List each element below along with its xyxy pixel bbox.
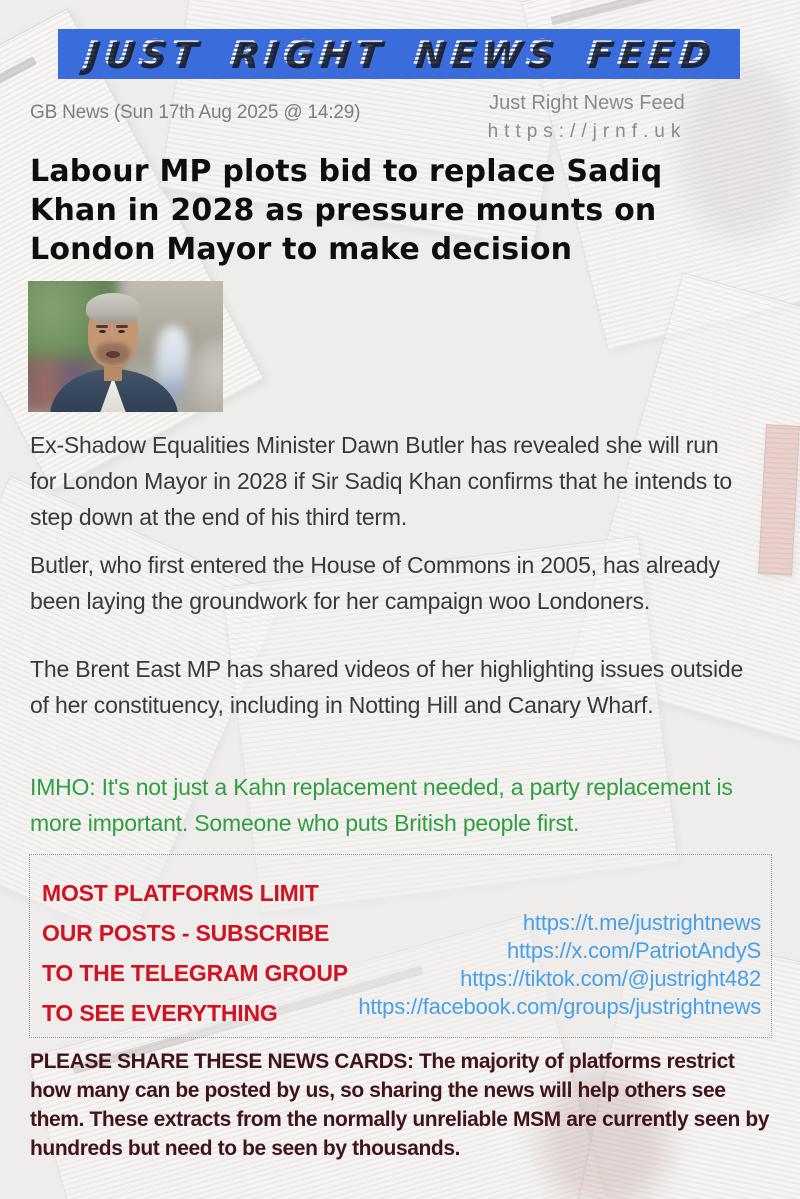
headline: Labour MP plots bid to replace Sadiq Khan in 2028 as pressure mounts on London Mayor to make decision [30,154,663,267]
subscribe-message [42,873,348,1033]
x-link[interactable]: https://x.com/PatriotAndyS [506,938,761,963]
subscribe-message-line: TO SEE EVERYTHING [42,1000,278,1026]
photo-eyebrow [116,325,128,328]
facebook-link[interactable]: https://facebook.com/groups/justrightnews [358,994,761,1019]
photo-mouth [106,351,120,358]
body-paragraph: The Brent East MP has shared videos of her highlighting issues outside of her constituency, including in Notting Hill and Canary Wharf. [30,656,744,718]
banner-title: JUST RIGHT NEWS FEED [81,33,717,74]
photo-eye [118,330,125,333]
feed-info [452,89,722,147]
banner [58,29,740,79]
photo-neck [104,365,122,381]
sadiq-khan-photo [28,281,223,412]
subscribe-message-line: TO THE TELEGRAM GROUP [42,960,348,986]
body-paragraph: Ex-Shadow Equalities Minister Dawn Butler has revealed she will run for London Mayor in 2028 if Sir Sadiq Khan confirms that he intends to step down at the end of his third term. [30,432,732,530]
source-line: GB News (Sun 17th Aug 2025 @ 14:29) [30,102,361,123]
feed-url[interactable]: https://jrnf.uk [487,121,687,142]
telegram-link[interactable]: https://t.me/justrightnews [522,910,761,935]
subscribe-message-line: OUR POSTS - SUBSCRIBE [42,920,330,946]
photo-hair [86,293,140,323]
subscribe-message-line: MOST PLATFORMS LIMIT [42,880,319,906]
photo-eye [99,330,106,333]
tiktok-link[interactable]: https://tiktok.com/@justright482 [460,966,761,991]
body-paragraph: Butler, who first entered the House of Commons in 2005, has already been laying the groundwork for her campaign woo Londoners. [30,552,720,614]
editor-commentary: IMHO: It's not just a Kahn replacement needed, a party replacement is more important. Someone who puts British people first. [30,774,733,836]
share-note: PLEASE SHARE THESE NEWS CARDS: The majority of platforms restrict how many can be posted by us, so sharing the news will help others see them. These extracts from the normally unreliable MSM are currently seen by hundreds but need to be seen by thousands. [30,1050,770,1160]
social-links [358,909,761,1021]
photo-eyebrow [96,325,108,328]
subscribe-box [29,854,772,1038]
feed-name: Just Right News Feed [489,92,685,114]
